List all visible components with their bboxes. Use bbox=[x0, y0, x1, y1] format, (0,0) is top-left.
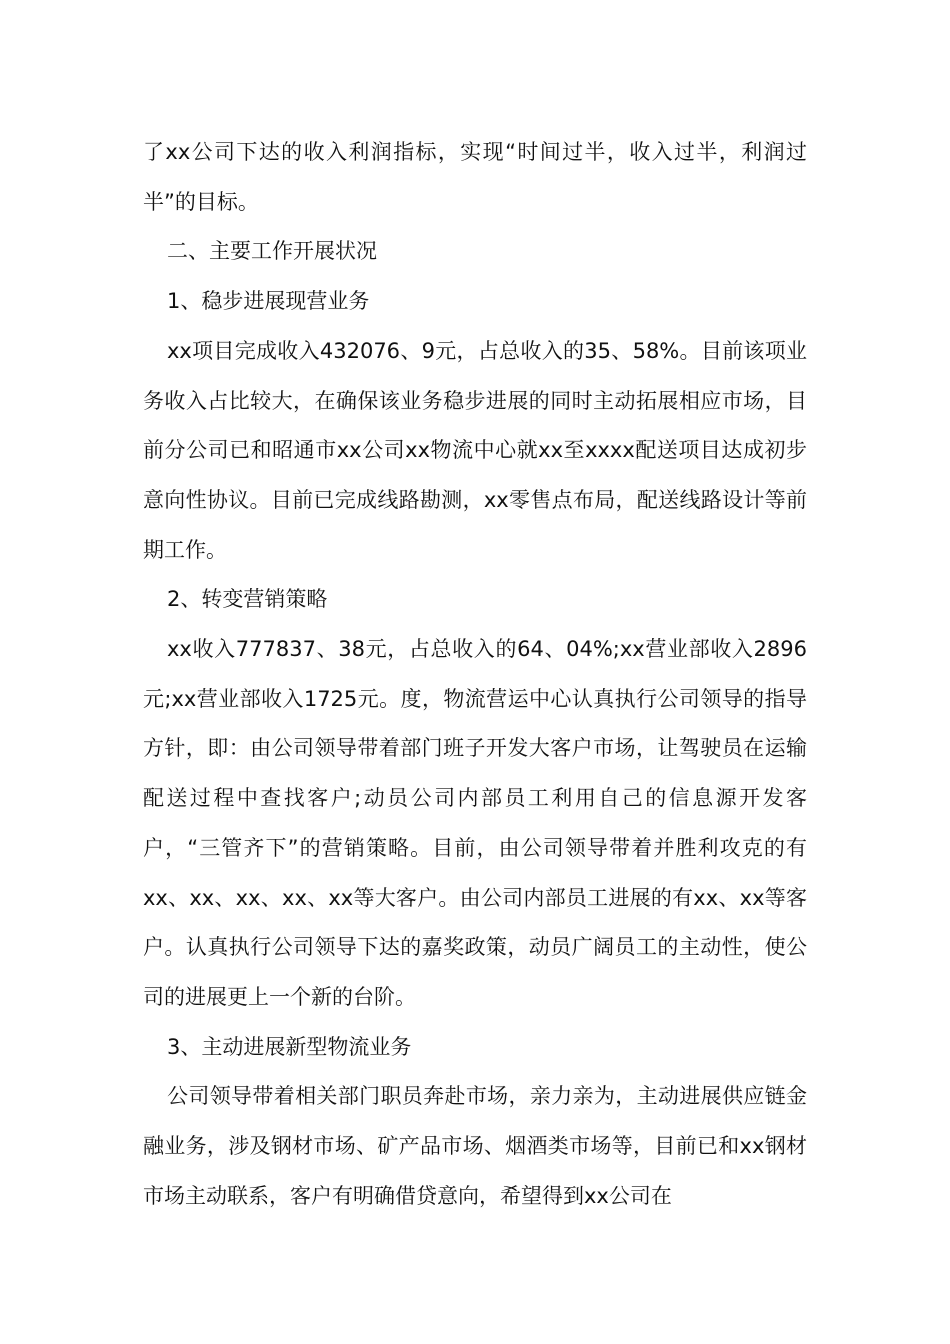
section-heading-main-work: 二、主要工作开展状况 bbox=[167, 239, 377, 264]
subheading-new-logistics: 3、主动进展新型物流业务 bbox=[167, 1034, 412, 1059]
subheading-existing-business: 1、稳步进展现营业务 bbox=[167, 289, 370, 314]
paragraph-marketing-strategy: xx收入777837、38元，占总收入的64、04%;xx营业部收入2896元;xx营业部收入1725元。度，物流营运中心认真执行公司领导的指导方针，即：由公司领导带着部门班子开发大客户市场，让驾驶员在运输配送过程中查找客户;动员公司内部员工利用自己的信息源开发客户，“三管齐下”的营销策略。目前，由公司领导带着并胜利攻克的有xx、xx、xx、xx、xx等大客户。由公司内部员工进展的有xx、xx等客户。认真执行公司领导下达的嘉奖政策，动员广阔员工的主动性，使公司的进展更上一个新的台阶。 bbox=[143, 637, 807, 1009]
paragraph-existing-business: xx项目完成收入432076、9元，占总收入的35、58%。目前该项业务收入占比较大，在确保该业务稳步进展的同时主动拓展相应市场，目前分公司已和昭通市xx公司xx物流中心就xx至xxxx配送项目达成初步意向性协议。目前已完成线路勘测，xx零售点布局，配送线路设计等前期工作。 bbox=[143, 338, 807, 562]
paragraph-continuation: 了xx公司下达的收入利润指标，实现“时间过半，收入过半，利润过半”的目标。 bbox=[143, 140, 807, 214]
document-body bbox=[143, 128, 807, 1221]
paragraph-new-logistics: 公司领导带着相关部门职员奔赴市场，亲力亲为，主动进展供应链金融业务，涉及钢材市场、矿产品市场、烟酒类市场等，目前已和xx钢材市场主动联系，客户有明确借贷意向，希望得到xx公司在 bbox=[143, 1084, 807, 1208]
subheading-marketing-strategy: 2、转变营销策略 bbox=[167, 587, 328, 612]
